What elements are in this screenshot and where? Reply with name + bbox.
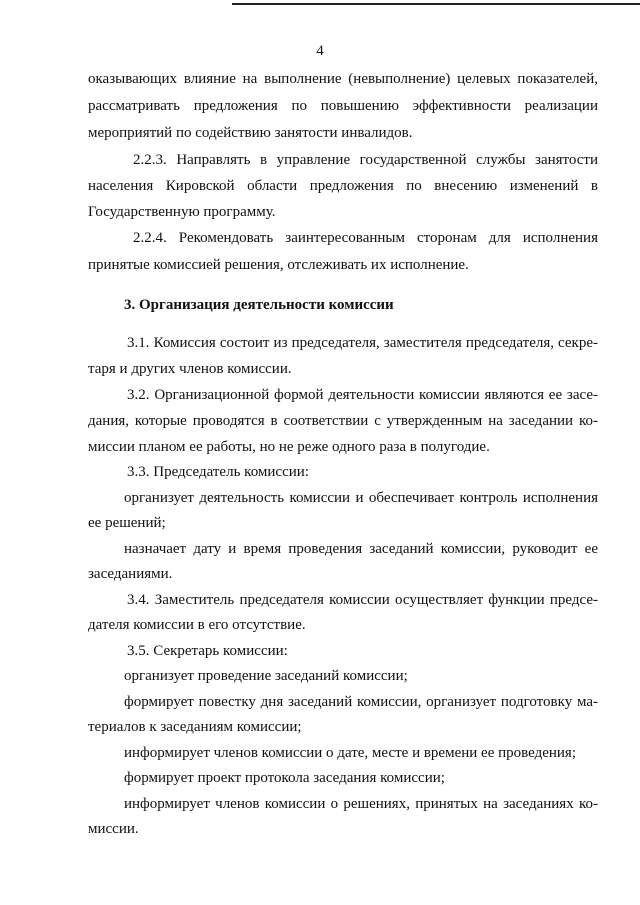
page-number: 4: [316, 43, 324, 59]
text-line-21: дателя комиссии в его отсутствие.: [88, 617, 306, 633]
text-line-7: 2.2.4. Рекомендовать заинтересованным сторонам для исполнения: [133, 230, 598, 246]
text-line-28: информирует членов комиссии о решениях, принятых на заседаниях ко-: [124, 796, 598, 812]
text-line-11: таря и других членов комиссии.: [88, 361, 292, 377]
text-line-2: рассматривать предложения по повышению эффективности реализации: [88, 98, 598, 114]
text-line-26: информирует членов комиссии о дате, месте и времени ее проведения;: [124, 745, 576, 761]
text-line-13: дания, которые проводятся в соответствии с утвержденным на заседании ко-: [88, 413, 598, 429]
top-border-line: [232, 3, 640, 5]
text-line-6: Государственную программу.: [88, 204, 276, 220]
text-line-29: миссии.: [88, 821, 139, 837]
text-line-17: ее решений;: [88, 515, 166, 531]
text-line-18: назначает дату и время проведения заседаний комиссии, руководит ее: [124, 541, 598, 557]
text-line-19: заседаниями.: [88, 566, 173, 582]
text-line-16: организует деятельность комиссии и обеспечивает контроль исполнения: [124, 490, 598, 506]
text-line-24: формирует повестку дня заседаний комиссии, организует подготовку ма-: [124, 694, 598, 710]
text-line-22: 3.5. Секретарь комиссии:: [127, 643, 288, 659]
text-line-15: 3.3. Председатель комиссии:: [127, 464, 309, 480]
text-line-3: мероприятий по содействию занятости инвалидов.: [88, 125, 413, 141]
text-line-12: 3.2. Организационной формой деятельности комиссии являются ее засе-: [127, 387, 598, 403]
text-line-5: населения Кировской области предложения по внесению изменений в: [88, 178, 598, 194]
text-line-4: 2.2.3. Направлять в управление государственной службы занятости: [133, 152, 598, 168]
text-line-23: организует проведение заседаний комиссии;: [124, 668, 408, 684]
text-line-20: 3.4. Заместитель председателя комиссии осуществляет функции предсе-: [127, 592, 598, 608]
text-line-14: миссии планом ее работы, но не реже одного раза в полугодие.: [88, 439, 490, 455]
text-line-8: принятые комиссией решения, отслеживать их исполнение.: [88, 257, 469, 273]
text-line-25: териалов к заседаниям комиссии;: [88, 719, 302, 735]
text-line-10: 3.1. Комиссия состоит из председателя, заместителя председателя, секре-: [127, 335, 598, 351]
text-line-27: формирует проект протокола заседания комиссии;: [124, 770, 445, 786]
section-heading: 3. Организация деятельности комиссии: [124, 297, 394, 313]
text-line-1: оказывающих влияние на выполнение (невыполнение) целевых показателей,: [88, 71, 598, 87]
